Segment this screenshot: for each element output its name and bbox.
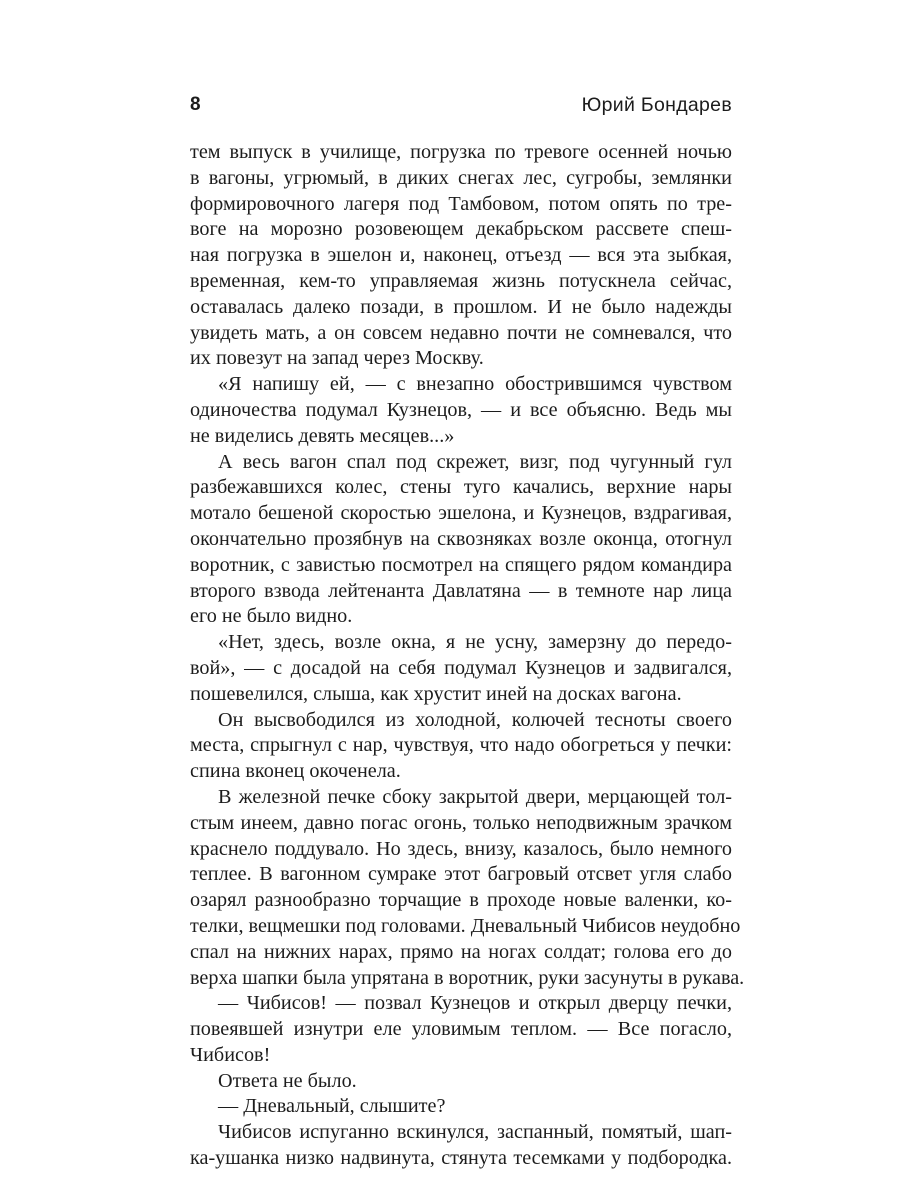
text-line: озарял разнообразно торчащие в проходе новые валенки, ко- bbox=[190, 889, 732, 912]
paragraph-start-line: — Дневальный, слышите? bbox=[218, 1095, 446, 1118]
paragraph-start-line: А весь вагон спал под скрежет, визг, под чугунный гул bbox=[218, 450, 732, 473]
text-line: тем выпуск в училище, погрузка по тревоге осенней ночью bbox=[190, 141, 732, 163]
text-line: его не было видно. bbox=[190, 605, 353, 628]
paragraph-start-line: Ответа не было. bbox=[218, 1069, 357, 1092]
text-line: мотало бешеной скоростью эшелона, и Кузнецов, вздрагивая, bbox=[190, 502, 732, 525]
text-line: ная погрузка в эшелон и, наконец, отъезд — вся эта зыбкая, bbox=[190, 244, 732, 267]
running-head bbox=[190, 93, 732, 123]
text-line: повеявшей изнутри еле уловимым теплом. — Все погасло, bbox=[190, 1018, 732, 1041]
text-line: одиночества подумал Кузнецов, — и все объясню. Ведь мы bbox=[190, 398, 732, 421]
paragraph-start-line: Он высвободился из холодной, колючей тесноты своего bbox=[218, 708, 732, 731]
text-line: теплее. В вагонном сумраке этот багровый отсвет угля слабо bbox=[190, 863, 732, 886]
text-line: места, спрыгнул с нар, чувствуя, что надо обогреться у печки: bbox=[190, 734, 732, 757]
text-line: окончательно прозябнув на сквозняках возле оконца, отогнул bbox=[190, 527, 732, 550]
text-line: в вагоны, угрюмый, в диких снегах лес, сугробы, землянки bbox=[190, 166, 732, 189]
text-line: их повезут на запад через Москву. bbox=[190, 347, 484, 370]
text-line: разбежавшихся колес, стены туго качались, верхние нары bbox=[190, 476, 732, 499]
text-line: стым инеем, давно погас огонь, только неподвижным зрачком bbox=[190, 811, 732, 834]
text-line: второго взвода лейтенанта Давлатяна — в темноте нар лица bbox=[190, 579, 732, 602]
text-line: верха шапки была упрятана в воротник, руки засунуты в рукава. bbox=[190, 966, 745, 989]
text-line: Чибисов! bbox=[190, 1043, 271, 1066]
text-line: воге на морозно розовеющем декабрьском рассвете спеш- bbox=[190, 218, 732, 241]
page-number: 8 bbox=[190, 94, 201, 115]
book-author: Юрий Бондарев bbox=[581, 94, 732, 116]
text-line: спина вконец окоченела. bbox=[190, 760, 401, 783]
paragraph-start-line: Чибисов испуганно вскинулся, заспанный, помятый, шап- bbox=[218, 1121, 732, 1144]
text-line: формировочного лагеря под Тамбовом, потом опять по тре- bbox=[190, 192, 732, 215]
paragraph-start-line: В железной печке сбоку закрытой двери, мерцающей тол- bbox=[218, 785, 732, 808]
paragraph-start-line: «Я напишу ей, — с внезапно обострившимся чувством bbox=[218, 373, 732, 396]
text-line: увидеть мать, а он совсем недавно почти не сомневался, что bbox=[190, 321, 732, 344]
text-line: не виделись девять месяцев...» bbox=[190, 424, 455, 447]
text-line: телки, вещмешки под головами. Дневальный Чибисов неудобно bbox=[190, 914, 741, 937]
paragraph-start-line: «Нет, здесь, возле окна, я не усну, замерзну до передо- bbox=[218, 631, 732, 654]
text-line: воротник, с завистью посмотрел на спящего рядом командира bbox=[190, 553, 732, 576]
text-line: ка-ушанка низко надвинута, стянута тесемками у подбородка. bbox=[190, 1147, 732, 1170]
text-line: пошевелился, слыша, как хрустит иней на досках вагона. bbox=[190, 682, 682, 705]
text-line: вой», — с досадой на себя подумал Кузнецов и задвигался, bbox=[190, 656, 732, 679]
text-line: спал на нижних нарах, прямо на ногах солдат; голова его до bbox=[190, 940, 732, 963]
text-line: оставалась далеко позади, в прошлом. И не было надежды bbox=[190, 295, 732, 318]
text-line: краснело поддувало. Но здесь, внизу, казалось, было немного bbox=[190, 837, 732, 860]
paragraph-start-line: — Чибисов! — позвал Кузнецов и открыл дверцу печки, bbox=[218, 992, 732, 1015]
text-line: временная, кем-то управляемая жизнь потускнела сейчас, bbox=[190, 269, 732, 292]
body-text bbox=[190, 140, 745, 1172]
